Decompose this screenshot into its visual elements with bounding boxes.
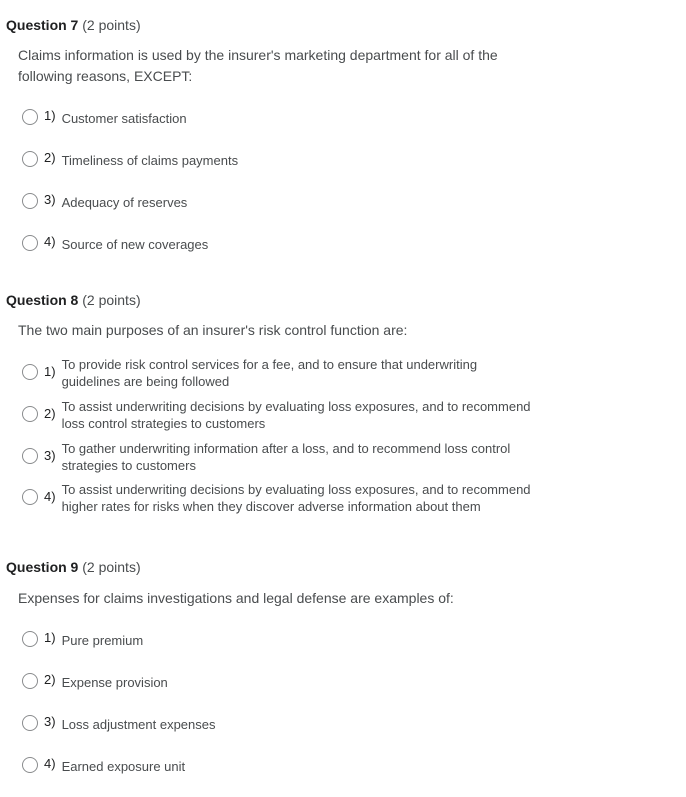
option-number: 3) bbox=[44, 714, 56, 729]
option-text: Expense provision bbox=[61, 675, 168, 690]
option-q9-1[interactable] bbox=[22, 630, 532, 649]
option-number: 1) bbox=[44, 108, 56, 123]
question-points: (2 points) bbox=[82, 559, 141, 575]
question-text: The two main purposes of an insurer's risk control function are: bbox=[18, 322, 408, 338]
option-number: 4) bbox=[44, 756, 56, 771]
option-number: 3) bbox=[44, 448, 56, 463]
option-q7-3[interactable] bbox=[22, 192, 532, 211]
option-text: To gather underwriting information after a loss, and to recommend loss control strategies to customers bbox=[61, 441, 511, 473]
option-text: To assist underwriting decisions by evaluating loss exposures, and to recommend loss control strategies to customers bbox=[61, 399, 531, 431]
option-q9-4[interactable] bbox=[22, 756, 532, 775]
option-number: 2) bbox=[44, 672, 56, 687]
option-q9-2[interactable] bbox=[22, 672, 532, 691]
option-text: Loss adjustment expenses bbox=[61, 717, 216, 732]
option-q7-2[interactable] bbox=[22, 150, 532, 169]
question-label: Question 8 bbox=[6, 292, 79, 308]
radio-button[interactable] bbox=[22, 631, 38, 647]
option-number: 2) bbox=[44, 150, 56, 165]
option-q7-1[interactable] bbox=[22, 108, 532, 127]
option-number: 1) bbox=[44, 364, 56, 379]
option-text: To provide risk control services for a fee, and to ensure that underwriting guidelines are being followed bbox=[61, 357, 478, 389]
question-text: Expenses for claims investigations and legal defense are examples of: bbox=[18, 590, 454, 606]
option-q7-4[interactable] bbox=[22, 234, 532, 253]
option-q8-3[interactable] bbox=[22, 440, 532, 474]
option-number: 2) bbox=[44, 406, 56, 421]
question-title bbox=[6, 17, 141, 33]
option-number: 3) bbox=[44, 192, 56, 207]
option-number: 1) bbox=[44, 630, 56, 645]
question-label: Question 9 bbox=[6, 559, 79, 575]
option-q8-2[interactable] bbox=[22, 398, 532, 432]
question-title bbox=[6, 292, 141, 308]
option-number: 4) bbox=[44, 489, 56, 504]
question-points: (2 points) bbox=[82, 17, 141, 33]
radio-button[interactable] bbox=[22, 193, 38, 209]
radio-button[interactable] bbox=[22, 489, 38, 505]
question-label: Question 7 bbox=[6, 17, 79, 33]
question-text: Claims information is used by the insurer's marketing department for all of the following reasons, EXCEPT: bbox=[18, 47, 498, 84]
radio-button[interactable] bbox=[22, 235, 38, 251]
radio-button[interactable] bbox=[22, 151, 38, 167]
option-text: Earned exposure unit bbox=[61, 759, 186, 774]
radio-button[interactable] bbox=[22, 406, 38, 422]
option-q9-3[interactable] bbox=[22, 714, 532, 733]
question-points: (2 points) bbox=[82, 292, 141, 308]
radio-button[interactable] bbox=[22, 715, 38, 731]
option-q8-4[interactable] bbox=[22, 481, 532, 515]
question-title bbox=[6, 559, 141, 575]
option-text: Timeliness of claims payments bbox=[61, 153, 239, 168]
radio-button[interactable] bbox=[22, 673, 38, 689]
option-text: Source of new coverages bbox=[61, 237, 209, 252]
option-text: To assist underwriting decisions by evaluating loss exposures, and to recommend higher rates for risks when they discover adverse information about them bbox=[61, 482, 531, 514]
radio-button[interactable] bbox=[22, 364, 38, 380]
radio-button[interactable] bbox=[22, 109, 38, 125]
option-number: 4) bbox=[44, 234, 56, 249]
option-text: Customer satisfaction bbox=[61, 111, 187, 126]
option-text: Pure premium bbox=[61, 633, 144, 648]
option-text: Adequacy of reserves bbox=[61, 195, 188, 210]
radio-button[interactable] bbox=[22, 448, 38, 464]
option-q8-1[interactable] bbox=[22, 356, 532, 390]
radio-button[interactable] bbox=[22, 757, 38, 773]
